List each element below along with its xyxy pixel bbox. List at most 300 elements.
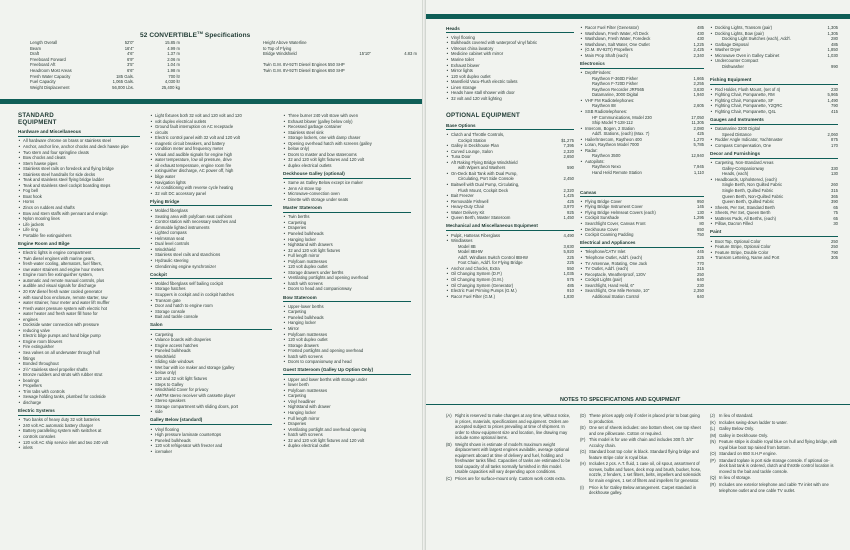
list-item: • Seating area with polyfoam seat cushions	[150, 214, 272, 220]
note-key: (R)	[710, 482, 716, 488]
group-heading: Cockpit	[150, 272, 272, 280]
note-text: Price is for Galley Below arrangement. Carpet standard in deckhouse galley.	[589, 484, 697, 496]
item-price: 2,080	[693, 125, 704, 131]
list-item: • Upper-lower berths	[283, 304, 411, 310]
list-item: • Vinyl headliner	[283, 399, 411, 405]
note-key: (D)	[580, 413, 586, 418]
item-name: with Wipers and Washers	[458, 165, 506, 171]
misc-items-group	[580, 25, 704, 58]
item-name: • (G.M. 8V-92TI) Propellers	[580, 47, 633, 53]
group-heading: Flying Bridge	[150, 199, 272, 207]
list-item: • Bow chocks and cleats	[18, 155, 140, 161]
spec-metric: 700 ltr	[168, 73, 180, 79]
item-name: Heads, (each)	[722, 171, 749, 177]
note-key: (C)	[446, 476, 452, 482]
item-name: Raytheon 3500	[592, 153, 621, 159]
item-name: • Hailer/Intercom, Raytheon 400	[580, 137, 642, 143]
item-price: 225	[697, 254, 704, 260]
item-name: • Receptacle, Weatherproof, 120V	[580, 272, 646, 278]
list-item: • Polyfoam mattresses	[283, 259, 411, 265]
note-text: Includes 2 pcs. A.T. fluid, 1 case oil, oil spout, assortment of screws, bulbs and fuses, deck mop and brush, bucket, hose, nozzle, 2 fenders, 1 set filters, belts, impellers and solenoids for main engines, 1 set of filters and impellers for generator.	[589, 461, 702, 484]
item-price: 1,030	[827, 52, 838, 58]
list-item: • Doors to head and companionway	[283, 286, 411, 292]
item-price: 315	[697, 266, 704, 272]
bullet-list	[446, 35, 574, 102]
item-name: Model 8BHW	[458, 249, 483, 255]
list-item: • High pressure laminate countertops	[150, 432, 272, 438]
item-price: 1,940	[693, 92, 704, 98]
list-item: • inlets	[18, 445, 140, 451]
item-price: 875	[831, 137, 838, 143]
list-item: • Sliding side windows	[150, 359, 272, 365]
standard-column-1	[18, 113, 140, 451]
item-name: • Searchlight, Hand Held, 6"	[580, 283, 634, 289]
list-item: • 120 and 32 volt light fixtures	[150, 376, 272, 382]
spec-label: Twin G.M. 8V-92TI Diesel Engines 550 SHP	[263, 62, 345, 68]
list-item: • hatch with screens	[283, 432, 411, 438]
item-name: • Mattress Pads, All Berths, (each)	[710, 216, 776, 222]
item-price: 750	[697, 232, 704, 238]
list-item: • Full length mirror	[283, 416, 411, 422]
spec-metric: 2.06 m	[167, 56, 180, 62]
spec-imperial: 3'5"	[127, 62, 134, 68]
appliances-group	[710, 25, 838, 69]
list-item: • Mirror lights	[446, 68, 574, 74]
list-item: • Bow and stern staffs with pennant and ensign	[18, 211, 140, 217]
note-item	[710, 413, 838, 419]
item-name: Hand Held Remote Station	[592, 169, 642, 175]
list-item: • Ground fault interruption on AC receptacle	[150, 124, 272, 130]
price-row	[446, 215, 574, 221]
list-item: • Polyfoam mattresses	[283, 332, 411, 338]
item-price: 2,350	[693, 288, 704, 294]
title-suffix: Specifications	[203, 32, 251, 40]
item-price: 1,665	[693, 75, 704, 81]
list-item: • Stern hawse pipes	[18, 161, 140, 167]
item-price: 650	[697, 226, 704, 232]
list-item: • Windshield Cover for privacy	[150, 387, 272, 393]
note-item	[710, 482, 838, 493]
item-name: Ship Model T-128-112	[592, 120, 633, 126]
item-name: • Fighting Chair, Pompanette, Y2QRC	[710, 103, 782, 109]
list-item: • Recessed garbage container	[283, 124, 411, 130]
list-item: • Anchor, anchor line, anchor chocks and deck hawse pipe	[18, 144, 140, 150]
note-item	[446, 476, 572, 482]
item-name: • Flying Bridge Helmseat Covers (each)	[580, 210, 656, 216]
note-text: Standard on 650 S.H.P engine.	[719, 451, 777, 457]
item-price: 640	[697, 277, 704, 283]
bullet-list	[18, 250, 140, 405]
note-item	[710, 451, 838, 457]
notes-title: NOTES TO SPECIFICATIONS AND EQUIPMENT	[560, 397, 681, 403]
item-name: Single Berth, Quilted Fabric	[722, 187, 774, 193]
item-price: 2,650	[563, 154, 574, 160]
notes-column-1	[446, 413, 572, 483]
item-price: 425	[697, 131, 704, 137]
item-name: • Washdown, Fresh Water, Foredeck	[580, 36, 650, 42]
item-name: • Compass Compensation, One	[710, 143, 771, 149]
item-name: • Rudder Angle Indicator, Yachtmaster	[710, 137, 783, 143]
list-item: • Windshield	[150, 247, 272, 253]
list-item: • automatic and remote manual controls, plus	[18, 278, 140, 284]
item-price: 250	[831, 244, 838, 250]
model-name: 52 CONVERTIBLE	[140, 32, 198, 40]
spec-metric: 25,400 kg	[161, 84, 180, 90]
item-name: • TV Antennae, Rotating, One Jack	[580, 261, 647, 267]
item-name: • Feature Stripe, Optional Color	[710, 244, 771, 250]
list-item: • Stainless steel rails on foredeck and flying bridge	[18, 166, 140, 172]
list-item: • Draperies	[283, 421, 411, 427]
price-row	[580, 170, 704, 176]
standard-column-3	[283, 113, 411, 449]
list-item: • Paneled bulkheads	[150, 438, 272, 444]
item-name: • Windlasses	[446, 238, 472, 244]
item-price: 1,450	[563, 215, 574, 221]
list-item: • 32 and 120 volt light fixtures and 120 volt	[283, 438, 411, 444]
list-item: • Horns	[18, 199, 140, 205]
list-item: • Hanging locker	[283, 410, 411, 416]
list-item: • 120 volt duplex outlet	[283, 264, 411, 270]
list-item: • Boat hook	[18, 194, 140, 200]
list-item: • Heads have stall shower with door	[446, 90, 574, 96]
notes-column-2	[580, 413, 704, 497]
list-item: • Storage compartment with sliding doors, port	[150, 404, 272, 410]
note-key: (L)	[710, 426, 716, 432]
item-price: 425	[567, 198, 574, 204]
list-item: • water temperature, low oil pressure, drive	[150, 157, 272, 163]
note-key: (H)	[580, 461, 586, 467]
list-item: • Carpeting	[150, 332, 272, 338]
item-name: • Garbage Disposal	[710, 42, 749, 48]
list-item: • hatch with screens	[283, 354, 411, 360]
price-row	[580, 294, 704, 300]
list-item: • 2½" stainless steel propeller shafts	[18, 367, 140, 373]
item-name: • Autopilots:	[580, 159, 605, 165]
price-row	[710, 143, 838, 149]
list-item: • Full length mirror	[283, 253, 411, 259]
group-heading: Heads	[446, 26, 574, 34]
list-item: • Zincs on rudders and shafts	[18, 205, 140, 211]
item-name: • Transom Lettering, Name and Port	[710, 255, 779, 261]
item-price: 330	[831, 165, 838, 171]
note-key: (K)	[710, 419, 716, 425]
list-item: • volt duplex electrical outlets	[150, 119, 272, 125]
list-item: • Dinette with storage under seats	[283, 197, 411, 203]
item-price: 640	[697, 293, 704, 299]
group-heading: Canvas	[580, 190, 704, 198]
note-item	[446, 442, 572, 475]
item-price: 2,450	[563, 176, 574, 182]
item-price: 3,630	[563, 243, 574, 249]
item-name: • Flying Bridge Instrument Cover	[580, 204, 643, 210]
item-name: • Clutch and Throttle Controls,	[446, 132, 504, 138]
list-item: • Propellers	[18, 383, 140, 389]
list-item: • Scuppers in cockpit and in cockpit hatches	[150, 292, 272, 298]
electrical-appliances-group	[580, 240, 704, 299]
item-name: • Racor Fuel Filter (G.M.)	[446, 294, 495, 300]
list-item: • oil exhaust temperature, engine room fire	[150, 163, 272, 169]
group-heading: Paint	[710, 229, 838, 237]
list-item: • Steps to Galley	[150, 382, 272, 388]
item-name: • SSB Radiotelephones:	[580, 109, 627, 115]
spec-imperial	[345, 68, 385, 74]
item-price: 5,965	[827, 92, 838, 98]
bullet-list	[283, 304, 411, 365]
item-name: • Undercounter Compact	[710, 58, 758, 64]
list-item: • Ventilating portlights and opening overhead	[283, 275, 411, 281]
list-item: • Doors to companionway and head	[283, 359, 411, 365]
item-name: • Racor Fuel Filter (Generator)	[580, 25, 639, 31]
price-row	[580, 232, 704, 238]
item-price: 445	[697, 249, 704, 255]
list-item: • below only)	[283, 146, 411, 152]
list-item: • discharge	[18, 400, 140, 406]
list-item: • Jenn Air stove top	[283, 186, 411, 192]
item-price: 2,605	[693, 103, 704, 109]
group-heading: Deckhouse Galley (optional)	[283, 171, 411, 179]
spec-metric: 1.37 m	[167, 51, 180, 57]
note-item	[710, 475, 838, 481]
list-item: • Carpeting	[283, 393, 411, 399]
list-item: • with sound box enclosure, remote starter, raw	[18, 295, 140, 301]
price-row	[710, 255, 838, 261]
list-item: • extinguisher discharge, AC power off, high	[150, 168, 272, 174]
spec-metric: 4.83 m	[404, 51, 417, 57]
note-text: Weight shown is estimate of model's maximum weight displacement with largest engines available, average optional equipment aboard at time of delivery and fuel, holding and freshwater tanks filled. Capacities of tanks are estimated to be total capacity of all tanks normally furnished in this model. Usable capacities will vary depending upon conditions.	[455, 441, 571, 475]
base-options-group	[446, 123, 574, 221]
group-heading: Hardware and Miscellaneous	[18, 129, 140, 137]
list-item: • Transom gate	[150, 298, 272, 304]
list-item: • Lighted compass	[150, 230, 272, 236]
item-name: • Docking Lights, Transom (pair)	[710, 25, 772, 31]
list-item: • icemaker	[150, 449, 272, 455]
item-name: • Removable Fishwell	[446, 199, 488, 205]
item-price: 485	[697, 25, 704, 30]
note-key: (M)	[710, 432, 717, 438]
list-item: • fittings	[18, 356, 140, 362]
list-item: • Molded fiberglass self bailing cockpit	[150, 281, 272, 287]
spec-row	[30, 85, 180, 91]
item-name: • Washdown, Salt Water, One Outlet	[580, 42, 650, 48]
group-heading: Decor and Furnishings	[710, 151, 838, 159]
item-price: 1,270	[693, 136, 704, 142]
bullet-list	[283, 214, 411, 292]
list-item: • Air conditioning with reverse cycle heating	[150, 185, 272, 191]
list-item: • Same as Galley Below except ice maker	[283, 180, 411, 186]
item-price: 770	[697, 260, 704, 266]
green-divider-band	[0, 99, 422, 104]
standard-column-2	[150, 113, 272, 454]
item-price: 17,050	[691, 114, 704, 120]
list-item: • Mansfield Vacu-Flush electric toilets	[446, 79, 574, 85]
note-text: One set of sheets includes: one bottom sheet, one top sheet and one pillowcase. Cotton or required.	[589, 425, 701, 436]
spec-label: Twin G.M. 8V-92TI Diesel Engines 650 SHP	[263, 67, 345, 73]
bullet-list	[283, 180, 411, 202]
item-price: 910	[567, 288, 574, 294]
list-item: • circuits	[150, 130, 272, 136]
list-item: • Hydraulic steering	[150, 258, 272, 264]
item-price: 11,305	[691, 120, 704, 126]
list-item: • 20 KW diesel fresh water cooled generator	[18, 289, 140, 295]
item-price: 225	[567, 254, 574, 260]
spec-metric: 1.98 m	[167, 67, 180, 73]
item-name: • Cockpit Sunshade	[580, 215, 619, 221]
group-heading: Engine Room and Bilge	[18, 241, 140, 249]
item-name: • Pulpit, Hatteras Fiberglass	[446, 233, 500, 239]
item-name: • VHF FM Radiotelephones:	[580, 98, 634, 104]
item-price: 2,255	[693, 81, 704, 87]
list-item: • Fresh water pressure system with electric hot	[18, 306, 140, 312]
gauges-group	[710, 117, 838, 148]
list-item: • Fog bell	[18, 188, 140, 194]
fishing-group	[710, 77, 838, 114]
list-item: • reducing valve	[18, 328, 140, 334]
item-price: 30	[833, 221, 838, 227]
item-name: Circulating, Port Side Console	[458, 176, 514, 182]
list-item: • Exhaust blower	[446, 63, 574, 69]
bullet-list	[150, 281, 272, 320]
item-name: Raytheon 88	[592, 103, 616, 109]
item-name: • Rod Holder, Flush Mount, (set of 4)	[710, 87, 780, 93]
item-price: 12,940	[691, 153, 704, 159]
right-page	[426, 0, 850, 550]
group-heading: Electronics	[580, 61, 704, 69]
list-item: • duplex electrical outlets	[283, 163, 411, 169]
item-name: • Tuna Door	[446, 154, 471, 160]
list-item: • Bronze rudders and struts with rubber strut	[18, 372, 140, 378]
list-item: • 120 volt refrigerator with freezer and	[150, 443, 272, 449]
item-name: • Feature Stripe, Double Color	[710, 250, 768, 256]
list-item: • water heater and fresh water fill hose for	[18, 311, 140, 317]
item-name: • Cockpit Lights (pair)	[580, 277, 622, 283]
list-item: • Stainless steel handrails for side decks	[18, 172, 140, 178]
note-key: (P)	[710, 457, 716, 463]
item-price: 430	[697, 30, 704, 36]
list-item: • engines	[18, 317, 140, 323]
spec-imperial: 6'6"	[127, 67, 134, 73]
electronics-group	[580, 61, 704, 176]
group-heading: Guest Stateroom (Galley Up Option Only)	[283, 367, 411, 375]
item-name: • Aft Raking Flying Bridge Windshield	[446, 160, 518, 166]
note-text: Prices are for surface-mount only. Custom work costs extra.	[455, 476, 566, 482]
spec-imperial: 16'4"	[124, 45, 134, 51]
spec-imperial: 15'10"	[359, 51, 371, 57]
paint-group	[710, 229, 838, 260]
list-item: • Ventilating portlight and overhead opening	[283, 427, 411, 433]
item-price: 575	[567, 277, 574, 283]
item-name: • Bait Freezer	[446, 193, 474, 199]
item-price: 1,850	[827, 47, 838, 53]
list-item: • Carpeting	[283, 220, 411, 226]
list-item: • raw water strainers and engine hour meters	[18, 267, 140, 273]
item-price: 1,305	[827, 30, 838, 36]
list-item: • side	[150, 409, 272, 415]
list-item: • 32 and 120 volt light fixtures and 120 volt	[283, 157, 411, 163]
list-item: • Electric control panel with 32 volt and 120 volt	[150, 135, 272, 141]
list-item: • Storage drawers under berths	[283, 270, 411, 276]
item-price: 415	[831, 108, 838, 114]
list-item: • Engine room fire extinguisher system,	[18, 272, 140, 278]
group-heading: Galley Below (standard)	[150, 417, 272, 425]
item-name: • Water Delivery Kit	[446, 210, 484, 216]
note-key: (N)	[710, 439, 716, 445]
item-price: 1,225	[693, 41, 704, 47]
notes-column-3	[710, 413, 838, 494]
canvas-group	[580, 190, 704, 238]
item-price: 130	[697, 209, 704, 215]
list-item: • Stainless steel sink	[283, 130, 411, 136]
bullet-list	[283, 377, 411, 449]
list-item: • 120 volt duplex outlet	[446, 74, 574, 80]
item-price: 2,425	[693, 47, 704, 53]
list-item: • Battery paralleling system with switches at	[18, 428, 140, 434]
list-item: • Fire extinguisher	[18, 344, 140, 350]
spec-label: Weight Displacement	[30, 84, 70, 90]
item-name: • Carpeting, Non-Standard Areas	[710, 160, 773, 166]
list-item: • All hardware chrome on brass or stainless steel	[18, 138, 140, 144]
item-name: Docking Light Switches (each), Add'l.	[722, 36, 791, 42]
list-item: • Vinyl flooring	[446, 35, 574, 41]
list-item: • Linen storage	[446, 85, 574, 91]
item-price: 230	[697, 282, 704, 288]
item-price: 145	[697, 204, 704, 210]
list-item: • Bulkheads covered with waterproof vinyl fabric	[446, 40, 574, 46]
group-heading: Base Options	[446, 123, 574, 131]
item-price: 2,060	[827, 131, 838, 137]
list-item: • Draperies	[283, 225, 411, 231]
item-name: • Oil Changing System (Generator)	[446, 283, 513, 289]
bullet-list	[18, 138, 140, 238]
item-name: Dishwasher	[722, 63, 744, 69]
options-column-1	[446, 23, 574, 299]
spec-metric: 1.04 m	[167, 62, 180, 68]
item-name: Raytheon Nexo	[592, 164, 621, 170]
note-item	[710, 433, 838, 439]
list-item: • Paneled bulkheads	[283, 231, 411, 237]
standard-groups-1	[18, 129, 140, 450]
list-item: • condition meter and frequency meter	[150, 146, 272, 152]
list-item: • fresh-water cooling, alternators, fuel filters,	[18, 261, 140, 267]
list-item: • Engine access hatches	[150, 343, 272, 349]
note-key: (O)	[710, 451, 717, 457]
item-name: Raytheon F-720D Fisher	[592, 81, 638, 87]
list-item: • Sewage holding tanks, plumbed for cockside	[18, 394, 140, 400]
spec-label: Fresh Water Capacity	[30, 73, 71, 79]
list-item: • dimmable lighted instruments	[150, 225, 272, 231]
item-name: • Datamarine 3200 Digital	[710, 126, 760, 132]
item-name: • Telephone/CATV Inlet	[580, 249, 625, 255]
item-name: Raytheon F-360D Fisher	[592, 75, 638, 81]
item-price: 80	[699, 220, 704, 226]
note-key: (Q)	[710, 475, 717, 481]
note-item	[710, 439, 838, 450]
price-row	[446, 294, 574, 300]
list-item: • Light fixtures both 32 volt and 120 volt and 120	[150, 113, 272, 119]
spec-imperial: 52'0"	[124, 40, 134, 45]
item-name: • Queen Berth, Master Stateroom	[446, 215, 510, 221]
list-item: • Paneled bulkheads	[283, 315, 411, 321]
optional-equipment-title: OPTIONAL EQUIPMENT	[446, 112, 520, 120]
note-text: Right is reserved to make changes at any time, without notice, in prices, materials, specifications and equipment. Orders are accepted subject to prices prevailing at time of shipment. In order to show equipment size and location, line drawing may include some optional items.	[455, 413, 571, 441]
list-item: • Nightstand with drawer	[283, 404, 411, 410]
list-item: • Vinyl flooring	[150, 427, 272, 433]
item-price: 430	[697, 36, 704, 42]
item-name: • DepthFinders:	[580, 70, 611, 76]
item-price: 485	[831, 41, 838, 47]
list-item: • Microwave-convection oven	[283, 191, 411, 197]
list-item: • Life jackets	[18, 222, 140, 228]
item-name: • Boot Top, Optional Color	[710, 239, 761, 245]
